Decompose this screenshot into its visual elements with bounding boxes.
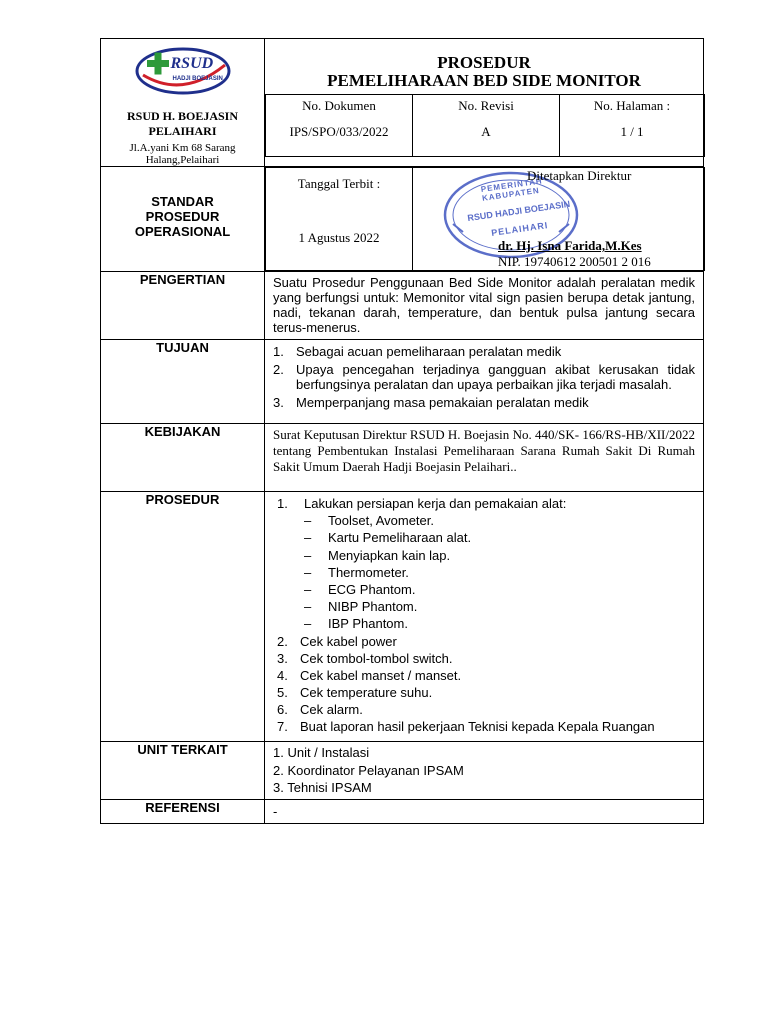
kebijakan-label: KEBIJAKAN: [144, 424, 221, 439]
kebijakan-text: Surat Keputusan Direktur RSUD H. Boejasin No. 440/SK- 166/RS-HB/XII/2022 tentang Pembentukan Instalasi Pemeliharaan Sarana Rumah Sakit Di Rumah Sakit Umum Daerah Hadji Boejasin Pelaihari..: [273, 427, 695, 474]
list-item: – Menyiapkan kain lap.: [304, 547, 451, 563]
referensi-value: -: [273, 803, 278, 819]
doc-title-line1: PROSEDUR: [437, 53, 531, 72]
sop-label-line1: STANDAR: [151, 193, 214, 209]
tujuan-label: TUJUAN: [156, 340, 209, 355]
sop-document: [100, 38, 704, 824]
approved-by-label: Ditetapkan Direktur: [527, 168, 632, 183]
list-item: – ECG Phantom.: [304, 581, 416, 597]
doc-meta-table: [265, 94, 705, 157]
list-item: 2. Koordinator Pelayanan IPSAM: [273, 762, 464, 778]
issue-date-value: 1 Agustus 2022: [298, 230, 380, 245]
pengertian-label: PENGERTIAN: [139, 272, 226, 287]
list-item: 3. Cek tombol-tombol switch.: [277, 650, 453, 666]
issue-date-label: Tanggal Terbit :: [297, 176, 381, 191]
revision-label: No. Revisi: [458, 98, 514, 113]
list-item: – NIBP Phantom.: [304, 599, 418, 615]
address-line2: Halang,Pelaihari: [145, 154, 220, 166]
list-item: – Toolset, Avometer.: [304, 513, 434, 529]
doc-number-value: IPS/SPO/033/2022: [289, 124, 389, 139]
sop-info-cell: [265, 167, 704, 272]
list-item: 7. Buat laporan hasil pekerjaan Teknisi kepada Kepala Ruangan: [277, 719, 655, 735]
org-name-line1: RSUD H. BOEJASIN: [126, 109, 239, 123]
hospital-logo: [133, 45, 233, 97]
stamp-text-bottom: PELAIHARI: [490, 220, 549, 238]
logo-subtext: HADJI BOEJASIN: [172, 76, 223, 82]
list-item: – Thermometer.: [304, 564, 409, 580]
org-cell: [101, 39, 265, 167]
prosedur-list: [265, 492, 703, 736]
sop-label-cell: [101, 167, 265, 272]
title-cell: [265, 39, 704, 167]
page-number-label: No. Halaman :: [593, 98, 671, 113]
tujuan-list: [273, 344, 695, 410]
doc-number-label: No. Dokumen: [302, 98, 376, 113]
logo-text: RSUD: [170, 55, 214, 72]
unit-terkait-list: [265, 742, 703, 799]
page-number-value: 1 / 1: [620, 124, 644, 139]
list-item: 6. Cek alarm.: [277, 702, 363, 718]
list-item: 3. Memperpanjang masa pemakaian peralatan medik: [273, 395, 589, 410]
list-item: – IBP Phantom.: [304, 616, 408, 632]
address-line1: Jl.A.yani Km 68 Sarang: [129, 142, 236, 154]
list-item: 3. Tehnisi IPSAM: [273, 780, 372, 795]
stamp-text-top: PEMERINTAH KABUPATEN: [480, 176, 544, 203]
org-name-line2: PELAIHARI: [148, 124, 217, 138]
stamp-text-mid: RSUD HADJI BOEJASIN: [466, 198, 571, 224]
list-item: – Kartu Pemeliharaan alat.: [304, 530, 472, 546]
list-item: 1. Lakukan persiapan kerja dan pemakaian alat:: [277, 496, 567, 511]
list-item: 1. Unit / Instalasi: [273, 745, 370, 760]
list-item: 1. Sebagai acuan pemeliharaan peralatan medik: [273, 344, 562, 359]
list-item: 2. Cek kabel power: [277, 633, 397, 649]
sop-label-line3: OPERASIONAL: [134, 223, 231, 239]
doc-title-line2: PEMELIHARAAN BED SIDE MONITOR: [327, 71, 641, 90]
director-nip: NIP. 19740612 200501 2 016: [498, 254, 651, 269]
pengertian-text: Suatu Prosedur Penggunaan Bed Side Monitor adalah peralatan medik yang berfungsi untuk: Memonitor vital sign pasien berupa detak jantung, nadi, tekanan darah, temperature, dan bentuk pulsa jantung secara terus-menerus.: [273, 275, 695, 335]
prosedur-label: PROSEDUR: [145, 492, 220, 507]
director-name: dr. Hj. Isna Farida,M.Kes: [498, 238, 642, 253]
referensi-label: REFERENSI: [145, 799, 220, 815]
sop-label-line2: PROSEDUR: [145, 208, 220, 224]
unit-terkait-label: UNIT TERKAIT: [137, 742, 228, 757]
list-item: 5. Cek temperature suhu.: [277, 685, 433, 701]
revision-value: A: [481, 124, 491, 139]
list-item: 2. Upaya pencegahan terjadinya gangguan akibat kerusakan tidak berfungsinya peralatan dan upaya perbaikan jika terjadi masalah.: [273, 362, 695, 392]
list-item: 4. Cek kabel manset / manset.: [277, 667, 462, 683]
